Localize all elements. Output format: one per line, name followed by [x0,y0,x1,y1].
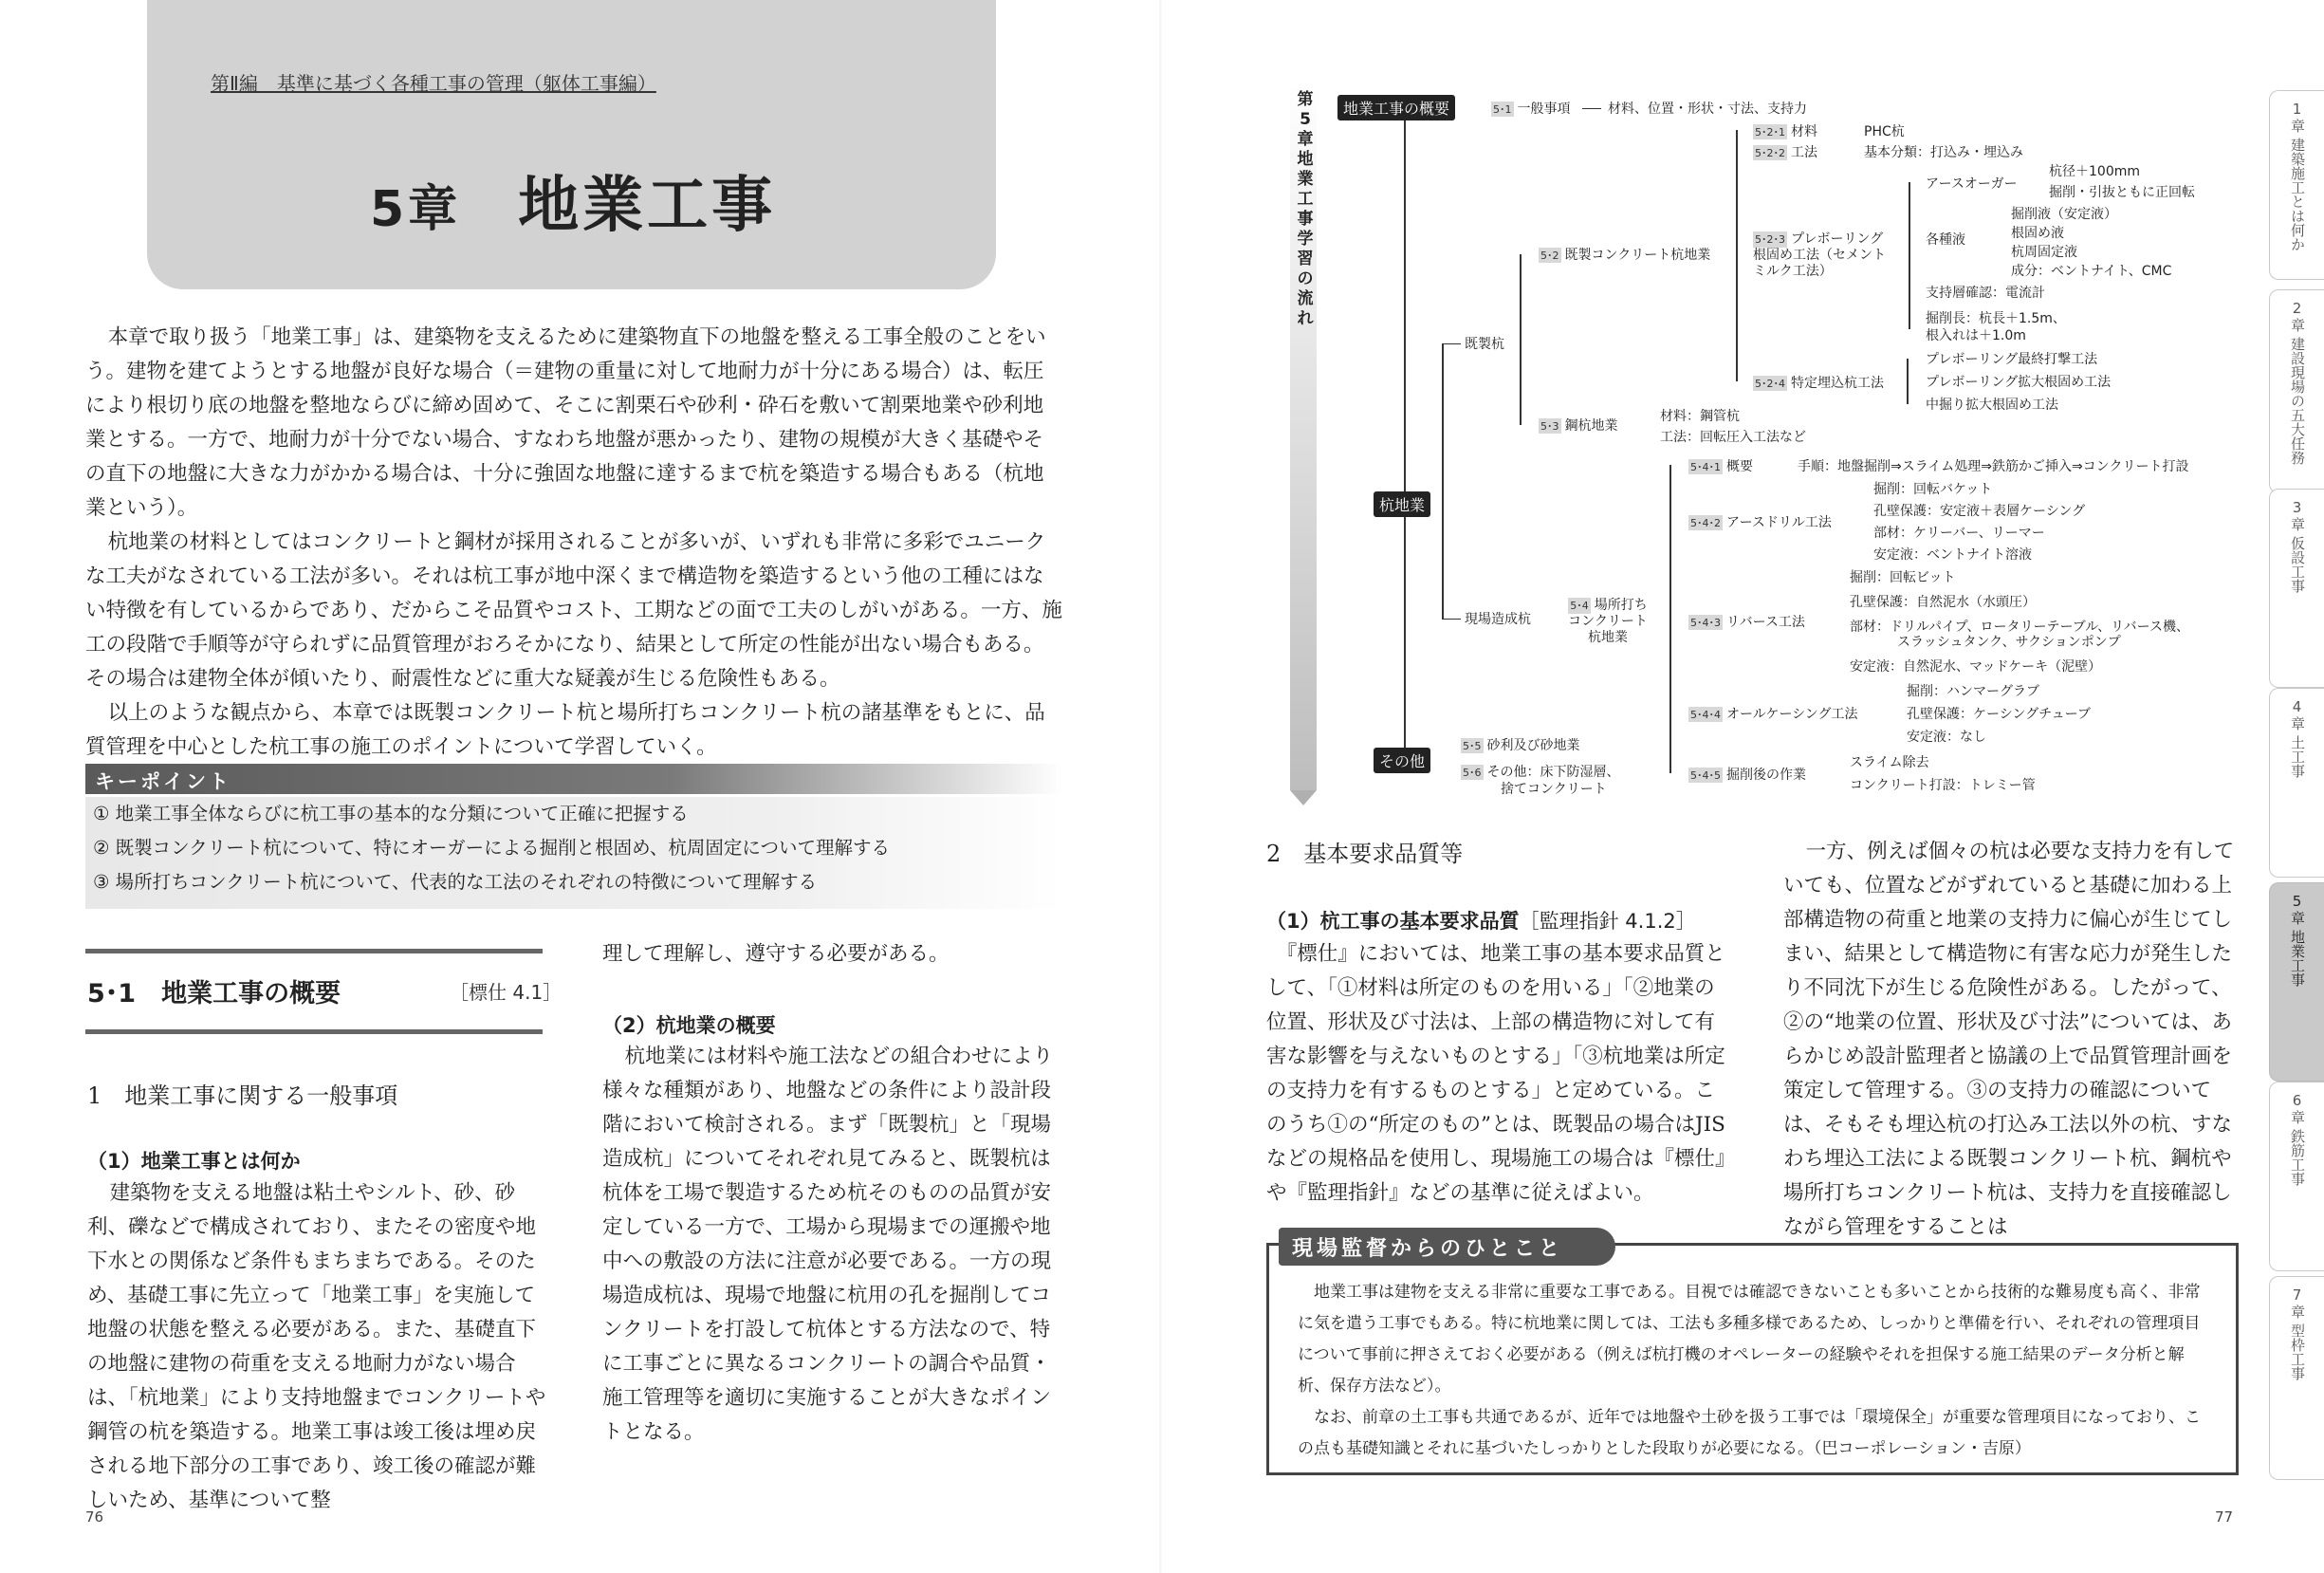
comment-title: 現場監督からのひとこと [1279,1228,1615,1266]
node-ac-1: 掘削：ハンマーグラブ [1907,684,2039,699]
connector [1582,108,1601,109]
node-5-2-2-desc: 基本分類：打込み・埋込み [1864,145,2023,160]
heading-basic-quality: 2 基本要求品質等 [1266,841,1464,867]
node-5-1: 5･1 一般事項 [1493,102,1571,117]
comment-paragraph: なお、前章の土工事も共通であるが、近年では地盤や土砂を扱う工事では「環境保全」が重要な管理項目になっており、この点も基礎知識とそれに基づいたしっかりとした段取りが必要になる。（巴コーポレーション・吉原） [1298,1408,2201,1458]
column-1-text: 建築物を支える地盤は粘土やシルト、砂、砂利、礫などで構成されており、またその密度や地下水との関係など条件もまちまちである。そのため、基礎工事に先立って「地業工事」を実施して地盤の状態を整える必要がある。また、基礎直下の地盤に建物の荷重を支える地耐力がない場合は、「杭地業」により支持地盤までコンクリートや鋼管の杭を築造する。地業工事は竣工後は埋め戻される地下部分の工事であり、竣工後の確認が難しいため、基準について整 [87,1181,546,1512]
node-kussaku-1: 掘削長：杭長＋1.5m、 [1926,311,2066,326]
node-rv-3b: スラッシュタンク、サクションポンプ [1897,635,2121,650]
node-5-4-5: 5･4･5 掘削後の作業 [1690,768,1806,783]
heading-pile-overview: （2）杭地業の概要 [602,1014,776,1037]
intro-text [85,321,1062,765]
node-5-3-b: 工法：回転圧入工法など [1660,430,1806,445]
flow-arrow-tip [1290,790,1317,805]
node-5-6: 5･6 その他：床下防湿層、 [1463,765,1620,780]
connector [1736,130,1738,381]
node-5-5: 5･5 砂利及び砂地業 [1463,738,1580,753]
keypoint-title: キーポイント [85,764,1062,794]
node-ac-2: 孔壁保護：ケーシングチューブ [1907,707,2091,722]
node-t-3: 中掘り拡大根固め工法 [1926,398,2058,413]
part-label: 第Ⅱ編 基準に基づく各種工事の管理（躯体工事編） [211,72,656,95]
chapter-tab-1[interactable]: 1 章 建築施工とは何か [2269,90,2324,280]
trunk-line [1404,109,1406,764]
column-2-text-a: 理して理解し、遵守する必要がある。 [602,942,950,966]
node-5-2-2: 5･2･2 工法 [1755,145,1817,160]
node-ks-2: 根固め液 [2011,226,2064,241]
node-5-4: 5･4 場所打ちコンクリート杭地業 [1568,598,1648,645]
chapter-tab-4[interactable]: 4 章 土工事 [2269,688,2324,878]
node-ad-2: 孔壁保護：安定液＋表層ケーシング [1873,504,2086,519]
root-other: その他 [1374,748,1430,773]
connector [1520,254,1522,425]
node-5-2-1: 5･2･1 材料 [1755,124,1817,139]
connector [1442,619,1461,620]
node-ea-1: 杭径＋100mm [2049,164,2140,179]
pile-branch-line [1442,343,1444,619]
node-5-3: 5･3 鋼杭地業 [1540,418,1618,434]
intro-paragraph: 本章で取り扱う「地業工事」は、建築物を支えるために建築物直下の地盤を整える工事全般のことをいう。建物を建てようとする地盤が良好な場合（＝建物の重量に対して地耐力が十分にある場合）は、転圧により根切り底の地盤を整地ならびに締め固めて、そこに割栗石や砂利・砕石を敷いて割栗地業や砂利地業とする。一方で、地耐力が十分でない場合、すなわち地盤が悪かったり、建物の規模が大きく基礎やその直下の地盤に大きな力がかかる場合は、十分に強固な地盤に達するまで杭を築造する場合もある（杭地業という）。 [85,325,1046,520]
column-2-text-b: 杭地業には材料や施工法などの組合わせにより様々な種類があり、地盤などの条件により設計段階において検討される。まず「既製杭」と「現場造成杭」についてそれぞれ見てみると、既製杭は杭体を工場で製造するため杭そのものの品質が安定している一方で、工場から現場までの運搬や地中への敷設の方法に注意が必要である。一方の現場造成杭は、現場で地盤に杭用の孔を掘削してコンクリートを打設して杭体とする方法なので、特に工事ごとに異なるコンクリートの調合や品質・施工管理等を適切に実施することが大きなポイントとなる。 [602,1045,1054,1444]
heading-general: 1 地業工事に関する一般事項 [87,1083,398,1109]
node-rv-4: 安定液：自然泥水、マッドケーキ（泥壁） [1850,659,2102,675]
intro-paragraph: 以上のような観点から、本章では既製コンクリート杭と場所打ちコンクリート杭の諸基準をもとに、品質管理を中心とした杭工事の施工のポイントについて学習していく。 [85,701,1045,759]
node-5-4-2: 5･4･2 アースドリル工法 [1690,515,1832,530]
flow-side-title: 第5章 地業工事 学習の流れ [1297,90,1314,328]
keypoint-item: ② 既製コンクリート杭について、特にオーガーによる掘削と根固め、杭周固定について理解する [93,837,890,859]
chapter-title-text: 地業工事 [518,171,777,241]
node-ad-1: 掘削：回転バケット [1873,482,1993,497]
connector [1442,343,1461,344]
chapter-tab-7[interactable]: 7 章 型枠工事 [2269,1276,2324,1480]
section-ref: ［標仕 4.1］ [450,981,563,1004]
root-overview: 地業工事の概要 [1337,95,1455,120]
connector [1907,359,1909,404]
node-5-3-a: 材料：鋼管杭 [1660,409,1740,424]
chapter-tab-3[interactable]: 3 章 仮設工事 [2269,489,2324,688]
node-t-2: プレボーリング拡大根固め工法 [1926,375,2112,390]
chapter-tab-5[interactable]: 5 章 地業工事 [2269,882,2324,1082]
node-earth-auger: アースオーガー [1926,176,2018,192]
intro-paragraph: 杭地業の材料としてはコンクリートと鋼材が採用されることが多いが、いずれも非常に多彩でユニークな工夫がなされている工法が多い。それは杭工事が地中深くまで構造物を築造するという他の工種にはない特徴を有しているからであり、だからこそ品質やコスト、工期などの面で工夫のしがいがある。一方、施工の段階で手順等が守られずに品質管理がおろそかになり、結果として所定の性能が出ない場合もある。その場合は建物全体が傾いたり、耐震性などに重大な疑義が生じる危険性もある。 [85,530,1062,691]
node-5-4-1-desc: 手順：地盤掘削⇒スライム処理⇒鉄筋かご挿入⇒コンクリート打設 [1798,459,2189,474]
node-5-2-1-desc: PHC杭 [1864,124,1905,139]
page-number-left: 76 [85,1508,104,1526]
page-number-right: 77 [2215,1508,2234,1526]
connector [1909,182,1910,329]
node-kisei-kui: 既製杭 [1465,337,1504,352]
node-rv-1: 掘削：回転ビット [1850,570,1956,585]
node-5-2: 5･2 既製コンクリート杭地業 [1540,248,1711,263]
node-5-2-4: 5･2･4 特定埋込杭工法 [1755,376,1884,391]
section-rule-top [85,949,543,953]
right-column-2-text: 一方、例えば個々の杭は必要な支持力を有していても、位置などがずれていると基礎に加わる上部構造物の荷重と地業の支持力に偏心が生じてしまい、結果として構造物に有害な応力が発生したり不同沈下が生じる危険性がある。したがって、②の“地業の位置、形状及び寸法”については、あらかじめ設計監理者と協議の上で品質管理計画を策定して管理する。③の支持力の確認については、そもそも埋込杭の打込み工法以外の杭、すなわち埋込工法による既製コンクリート杭、鋼杭や場所打ちコンクリート杭は、支持力を直接確認しながら管理をすることは [1783,840,2235,1239]
node-rv-3: 部材：ドリルパイプ、ロータリーテーブル、リバース機、 [1850,620,2189,635]
node-5-2-3: 5･2･3 プレボーリング根固め工法（セメントミルク工法） [1753,231,1886,279]
keypoint-item: ① 地業工事全体ならびに杭工事の基本的な分類について正確に把握する [93,803,689,824]
node-5-4-1: 5･4･1 概要 [1690,459,1753,474]
node-t-1: プレボーリング最終打撃工法 [1926,352,2098,367]
node-5-1-desc: 材料、位置・形状・寸法、支持力 [1608,102,1807,117]
chapter-header-box [147,0,996,289]
chapter-tab-2[interactable]: 2 章 建設現場の五大任務 [2269,289,2324,493]
node-ac-3: 安定液：なし [1907,730,1986,745]
heading-pile-quality: （1）杭工事の基本要求品質［監理指針 4.1.2］ [1266,910,1696,933]
node-5-4-3: 5･4･3 リバース工法 [1690,615,1805,630]
chapter-number: 5章 [370,181,462,238]
node-genba-kui: 現場造成杭 [1465,612,1531,627]
right-column-1-text: 『標仕』においては、地業工事の基本要求品質として、「①材料は所定のものを用いる」「②地業の位置、形状及び寸法は、上部の構造物に対して有害な影響を与えないものとする」「③杭地業は所定の支持力を有するものとする」と定めている。このうち①の“所定のもの”とは、既製品の場合はJISなどの規格品を使用し、現場施工の場合は『標仕』や『監理指針』などの基準に従えばよい。 [1266,942,1725,1205]
keypoint-list [85,797,1062,909]
node-kakushueki: 各種液 [1926,232,1965,248]
chapter-tab-6[interactable]: 6 章 鉄筋工事 [2269,1082,2324,1271]
node-ad-3: 部材：ケリーバー、リーマー [1873,526,2045,541]
node-5-6-b: 捨てコンクリート [1501,782,1607,797]
node-pw-1: スライム除去 [1850,755,1929,770]
comment-text [1298,1277,2213,1465]
node-kussaku-2: 根入れは＋1.0m [1926,328,2026,343]
node-ks-3: 杭周固定液 [2011,245,2077,260]
section-title: 5･1 地業工事の概要 [87,979,341,1009]
node-pw-2: コンクリート打設：トレミー管 [1850,778,2036,793]
chapter-title [370,157,776,244]
root-pile: 杭地業 [1374,491,1430,517]
node-rv-2: 孔壁保護：自然泥水（水頭圧） [1850,595,2036,610]
node-ks-4: 成分：ベントナイト、CMC [2011,264,2172,279]
comment-paragraph: 地業工事は建物を支える非常に重要な工事である。目視では確認できないことも多いことから技術的な難易度も高く、非常に気を遣う工事でもある。特に杭地業に関しては、工法も多種多様であるため、しっかりと準備を行い、それぞれの管理項目について事前に押さえておく必要がある（例えば杭打機のオペレーターの経験やそれを担保する施工結果のデータ分析と解析、保存方法など）。 [1298,1283,2201,1396]
section-rule-bottom [85,1029,543,1034]
node-shiji: 支持層確認：電流計 [1926,286,2045,301]
heading-what-is: （1）地業工事とは何か [87,1150,301,1173]
node-ks-1: 掘削液（安定液） [2011,207,2117,222]
node-ad-4: 安定液：ベントナイト溶液 [1873,547,2033,563]
node-5-4-4: 5･4･4 オールケーシング工法 [1690,707,1858,722]
connector [1669,465,1671,773]
keypoint-item: ③ 場所打ちコンクリート杭について、代表的な工法のそれぞれの特徴について理解する [93,871,818,893]
node-ea-2: 掘削・引抜ともに正回転 [2049,185,2195,200]
